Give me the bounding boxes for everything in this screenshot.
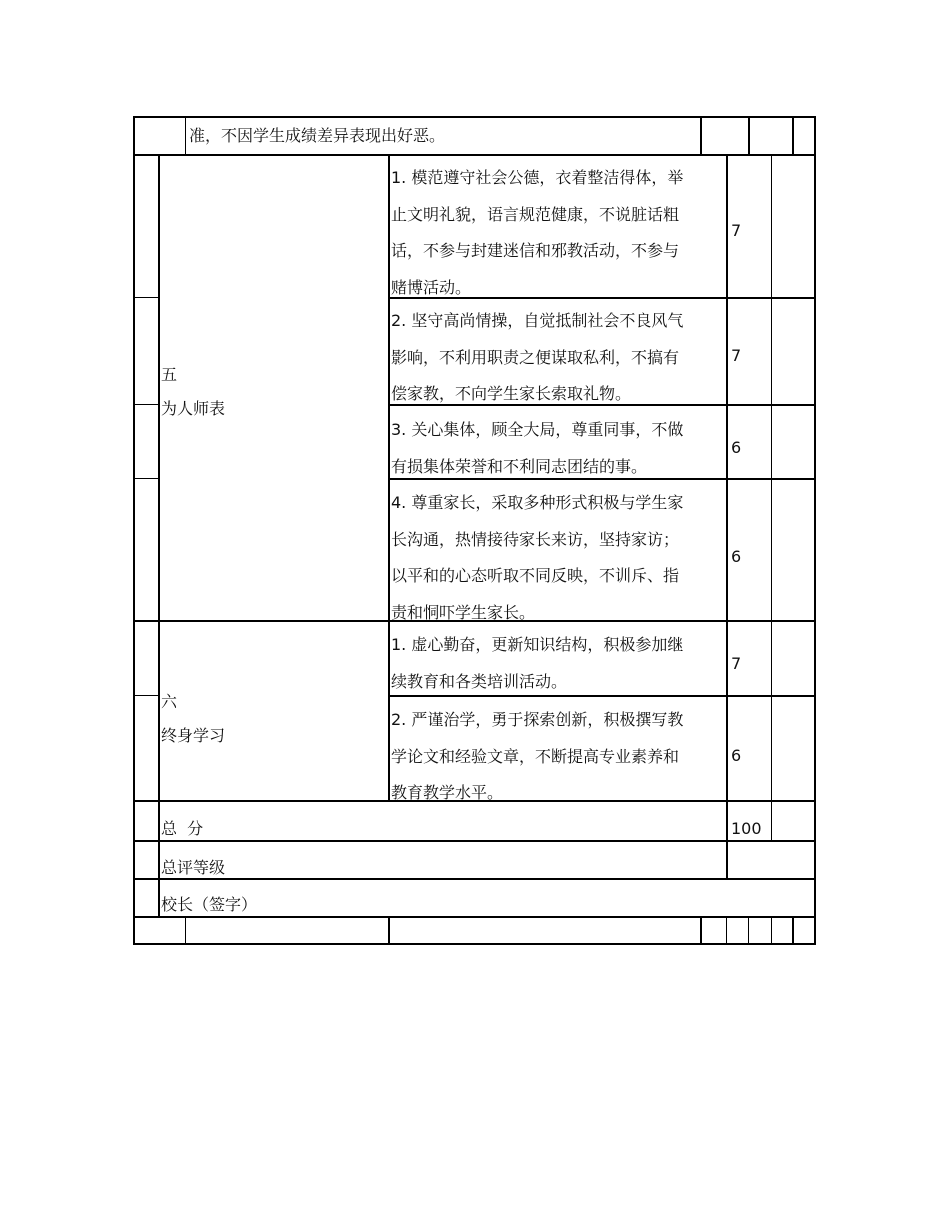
col-divider — [771, 154, 772, 840]
row-divider — [133, 695, 159, 696]
row-divider — [133, 404, 159, 405]
col-divider — [726, 916, 727, 945]
col-divider — [771, 916, 772, 945]
col-divider — [726, 154, 728, 880]
col-divider — [792, 116, 794, 154]
col-divider — [748, 116, 750, 154]
criterion-5-2: 2. 坚守高尚情操，自觉抵制社会不良风气 影响，不利用职责之便谋取私利，不搞有 偿家教，不向学生家长索取礼物。 — [391, 311, 684, 403]
section-label-5 — [161, 358, 225, 426]
section-number: 五 — [161, 365, 178, 384]
criterion-5-1: 1. 模范遵守社会公德，衣着整洁得体，举 止文明礼貌，语言规范健康，不说脏话粗 话，不参与封建迷信和邪教活动，不参与 赌博活动。 — [391, 168, 684, 297]
score-cell: 6 — [731, 438, 742, 457]
section-number: 六 — [161, 692, 178, 711]
criterion-5-4: 4. 尊重家长，采取多种形式积极与学生家 长沟通，热情接待家长来访，坚持家访； 以平和的心态听取不同反映，不训斥、指 责和恫吓学生家长。 — [391, 493, 684, 622]
row-divider — [133, 154, 816, 156]
col-divider — [792, 916, 794, 945]
col-divider — [388, 916, 390, 945]
col-divider — [700, 916, 702, 945]
section-label-6 — [161, 685, 225, 753]
row-divider — [133, 297, 159, 298]
principal-signature-field[interactable] — [390, 881, 812, 915]
top-row-text: 准，不因学生成绩差异表现出好恶。 — [189, 126, 446, 145]
score-cell: 7 — [731, 221, 742, 240]
score-cell: 6 — [731, 547, 742, 566]
row-divider — [133, 840, 816, 842]
col-divider — [158, 154, 160, 918]
section-title: 为人师表 — [161, 399, 226, 418]
grade-value-field[interactable] — [729, 843, 813, 877]
col-divider — [388, 154, 390, 802]
criterion-5-3: 3. 关心集体，顾全大局，尊重同事，不做 有损集体荣誉和不利同志团结的事。 — [391, 420, 684, 476]
table-bottom-border — [133, 943, 816, 945]
col-divider — [700, 116, 702, 154]
total-label: 总 分 — [161, 819, 204, 838]
table-left-border — [133, 116, 135, 945]
total-score: 100 — [731, 819, 762, 838]
grade-label: 总评等级 — [161, 858, 226, 877]
col-divider — [185, 116, 186, 154]
score-cell: 7 — [731, 346, 742, 365]
criterion-6-2: 2. 严谨治学，勇于探索创新，积极撰写教 学论文和经验文章，不断提高专业素养和 教育教学水平。 — [391, 710, 684, 802]
row-divider — [133, 878, 816, 880]
score-cell: 7 — [731, 654, 742, 673]
row-divider — [133, 478, 159, 479]
principal-signature-label: 校长（签字） — [161, 895, 258, 914]
col-divider — [748, 916, 749, 945]
section-title: 终身学习 — [161, 726, 226, 745]
score-cell: 6 — [731, 746, 742, 765]
criterion-6-1: 1. 虚心勤奋，更新知识结构，积极参加继 续教育和各类培训活动。 — [391, 635, 684, 691]
table-right-border — [814, 116, 816, 945]
